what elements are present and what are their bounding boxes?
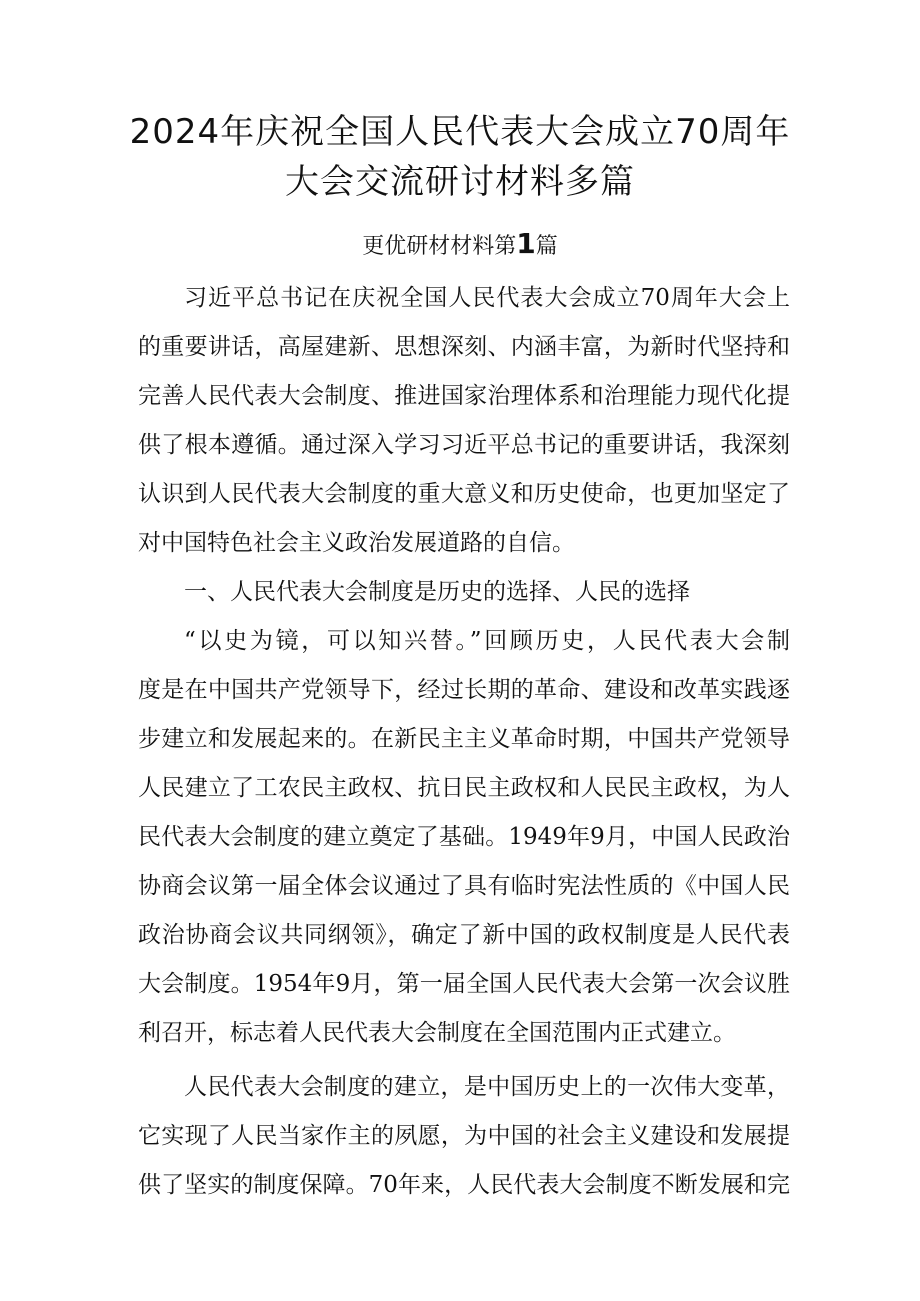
subtitle-number: 1 (516, 227, 536, 260)
document-title-line-1: 2024年庆祝全国人民代表大会成立70周年 (129, 112, 791, 152)
paragraph-1-line-4: 供了根本遵循。通过深入学习习近平总书记的重要讲话，我深刻 (138, 432, 790, 458)
paragraph-2-line-5: 民代表大会制度的建立奠定了基础。1949年9月，中国人民政治 (138, 824, 790, 850)
paragraph-2-line-8: 大会制度。1954年9月，第一届全国人民代表大会第一次会议胜 (138, 971, 790, 997)
paragraph-1-line-5: 认识到人民代表大会制度的重大意义和历史使命，也更加坚定了 (138, 481, 790, 507)
paragraph-1-line-6: 对中国特色社会主义政治发展道路的自信。 (138, 530, 575, 556)
paragraph-3-line-3: 供了坚实的制度保障。70年来，人民代表大会制度不断发展和完 (138, 1172, 790, 1198)
subtitle-suffix: 篇 (535, 234, 558, 259)
paragraph-2-line-1: “以史为镜，可以知兴替。”回顾历史，人民代表大会制 (184, 628, 790, 654)
document-title-line-2: 大会交流研讨材料多篇 (285, 162, 635, 202)
paragraph-2-line-6: 协商会议第一届全体会议通过了具有临时宪法性质的《中国人民 (138, 873, 790, 899)
paragraph-2-line-2: 度是在中国共产党领导下，经过长期的革命、建设和改革实践逐 (138, 677, 790, 703)
section-1-heading: 一、人民代表大会制度是历史的选择、人民的选择 (184, 579, 690, 605)
paragraph-3-line-2: 它实现了人民当家作主的夙愿，为中国的社会主义建设和发展提 (138, 1123, 790, 1149)
paragraph-2-line-3: 步建立和发展起来的。在新民主主义革命时期，中国共产党领导 (138, 726, 790, 752)
paragraph-1-line-3: 完善人民代表大会制度、推进国家治理体系和治理能力现代化提 (138, 383, 790, 409)
paragraph-3-line-1: 人民代表大会制度的建立，是中国历史上的一次伟大变革， (184, 1074, 790, 1100)
paragraph-1-line-2: 的重要讲话，高屋建新、思想深刻、内涵丰富，为新时代坚持和 (138, 334, 790, 360)
subtitle-text: 更优研材材料第 (362, 234, 517, 259)
paragraph-2-line-7: 政治协商会议共同纲领》，确定了新中国的政权制度是人民代表 (138, 922, 790, 948)
paragraph-2-line-4: 人民建立了工农民主政权、抗日民主政权和人民民主政权，为人 (138, 775, 790, 801)
paragraph-1-line-1: 习近平总书记在庆祝全国人民代表大会成立70周年大会上 (184, 285, 790, 311)
document-subtitle (0, 226, 920, 265)
paragraph-2-line-9: 利召开，标志着人民代表大会制度在全国范围内正式建立。 (138, 1020, 736, 1046)
